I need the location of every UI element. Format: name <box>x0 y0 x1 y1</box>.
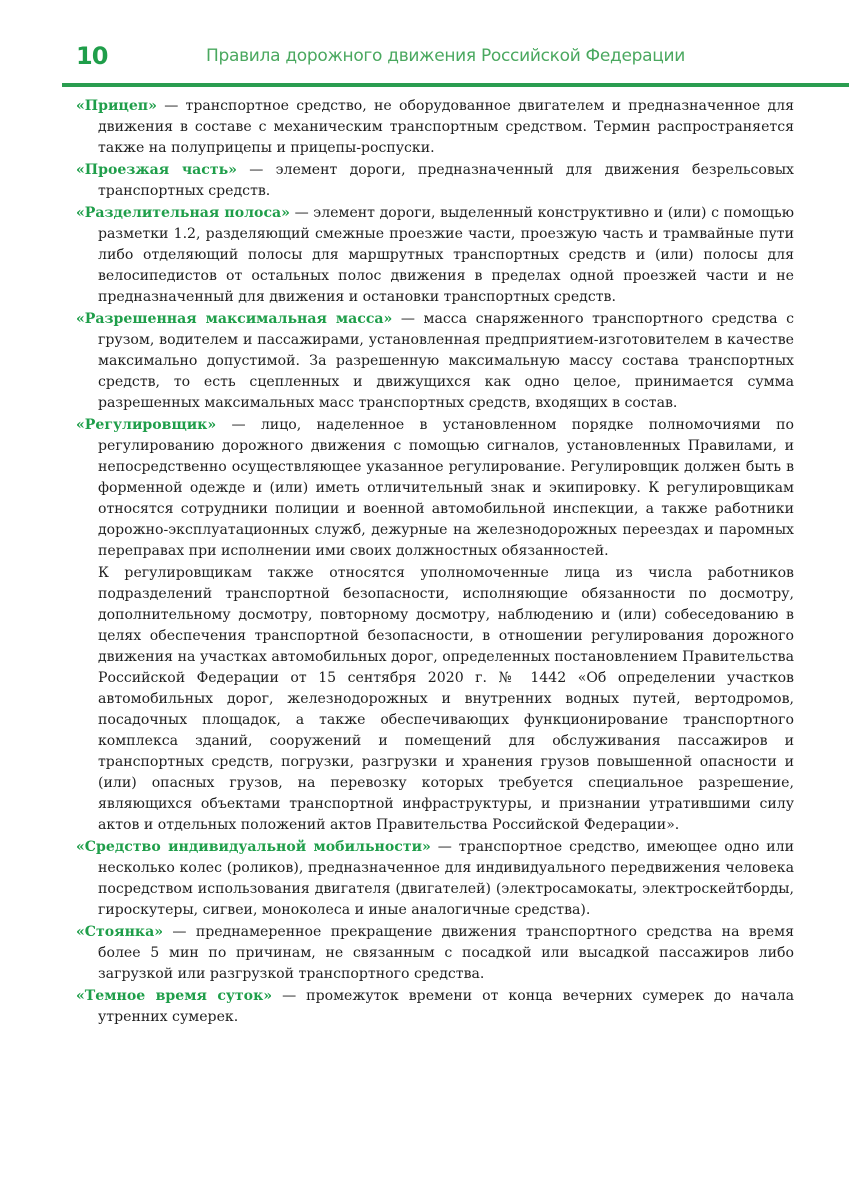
header-rule <box>62 83 849 87</box>
definition-text-regulirovshchik-continued: К регулировщикам также относятся уполномоченные лица из числа работников подразделений транспортной безопасности, исполняющие обязанности по досмотру, дополнительному досмотру, повторному досмотру, наблюдению и (или) собеседованию в целях обеспечения транспортной безопасности, в отношении регулирования дорожного движения на участках автомобильных дорог, определенных постановлением Правительства Российской Федерации от 15 сентября 2020 г. № 1442 «Об определении участков автомобильных дорог, железнодорожных и внутренних водных путей, вертодромов, посадочных площадок, а также обеспечивающих функционирование транспортного комплекса зданий, сооружений и помещений для обслуживания пассажиров и транспортных средств, погрузки, разгрузки и хранения грузов повышенной опасности и (или) опасных грузов, на перевозку которых требуется специальное разрешение, являющихся объектами транспортной инфраструктуры, и признании утратившими силу актов и отдельных положений актов Правительства Российской Федерации». <box>98 565 794 833</box>
term-razreshennaya-massa: «Разрешенная максимальная масса» <box>76 311 393 327</box>
page-header <box>0 0 849 92</box>
term-pritsep: «Прицеп» <box>76 98 157 114</box>
definition-entry-stoyanka <box>76 922 794 985</box>
definition-text-temnoe-vremya: — промежуток времени от конца вечерних сумерек до начала утренних сумерек. <box>98 988 794 1025</box>
definitions-list <box>76 96 794 1029</box>
definition-entry-proezzhaya-chast <box>76 160 794 202</box>
running-title: Правила дорожного движения Российской Федерации <box>206 46 686 66</box>
definition-entry-razreshennaya-massa <box>76 309 794 414</box>
definition-text-sredstvo-mobilnosti: — транспортное средство, имеющее одно или несколько колес (роликов), предназначенное для индивидуального передвижения человека посредством использования двигателя (двигателей) (электросамокаты, электроскейтборды, гироскутеры, сигвеи, моноколеса и иные аналогичные средства). <box>98 839 794 918</box>
definition-text-stoyanka: — преднамеренное прекращение движения транспортного средства на время более 5 мин по причинам, не связанным с посадкой или высадкой пассажиров либо загрузкой или разгрузкой транспортного средства. <box>98 924 794 982</box>
definition-entry-razdelitelnaya-polosa <box>76 203 794 308</box>
definition-entry-temnoe-vremya <box>76 986 794 1028</box>
definition-entry-pritsep <box>76 96 794 159</box>
definition-entry-sredstvo-mobilnosti <box>76 837 794 921</box>
term-temnoe-vremya: «Темное время суток» <box>76 988 273 1004</box>
definition-text-proezzhaya-chast: — элемент дороги, предназначенный для движения безрельсовых транспортных средств. <box>98 162 794 199</box>
term-regulirovshchik: «Регулировщик» <box>76 417 217 433</box>
term-proezzhaya-chast: «Проезжая часть» <box>76 162 237 178</box>
definition-entry-regulirovshchik <box>76 415 794 562</box>
term-razdelitelnaya-polosa: «Разделительная полоса» <box>76 205 290 221</box>
term-stoyanka: «Стоянка» <box>76 924 164 940</box>
term-sredstvo-mobilnosti: «Средство индивидуальной мобильности» <box>76 839 431 855</box>
definition-text-razreshennaya-massa: — масса снаряженного транспортного средства с грузом, водителем и пассажирами, установленная предприятием-изготовителем в качестве максимально допустимой. За разрешенную максимальную массу состава транспортных средств, то есть сцепленных и движущихся как одно целое, принимается сумма разрешенных максимальных масс транспортных средств, входящих в состав. <box>98 311 795 411</box>
definition-text-pritsep: — транспортное средство, не оборудованное двигателем и предназначенное для движения в составе с механическим транспортным средством. Термин распространяется также на полуприцепы и прицепы-роспуски. <box>98 98 794 156</box>
definition-entry-regulirovshchik-continued <box>76 563 794 836</box>
definition-text-razdelitelnaya-polosa: — элемент дороги, выделенный конструктивно и (или) с помощью разметки 1.2, разделяющий смежные проезжие части, проезжую часть и трамвайные пути либо отделяющий полосы для маршрутных транспортных средств и (или) полосы для велосипедистов от остальных полос движения в пределах одной проезжей части и не предназначенный для движения и остановки транспортных средств. <box>98 205 794 305</box>
page-number: 10 <box>76 42 108 70</box>
definition-text-regulirovshchik: — лицо, наделенное в установленном порядке полномочиями по регулированию дорожного движения с помощью сигналов, установленных Правилами, и непосредственно осуществляющее указанное регулирование. Регулировщик должен быть в форменной одежде и (или) иметь отличительный знак и экипировку. К регулировщикам относятся сотрудники полиции и военной автомобильной инспекции, а также работники дорожно-эксплуатационных служб, дежурные на железнодорожных переездах и паромных переправах при исполнении ими своих должностных обязанностей. <box>98 417 794 559</box>
